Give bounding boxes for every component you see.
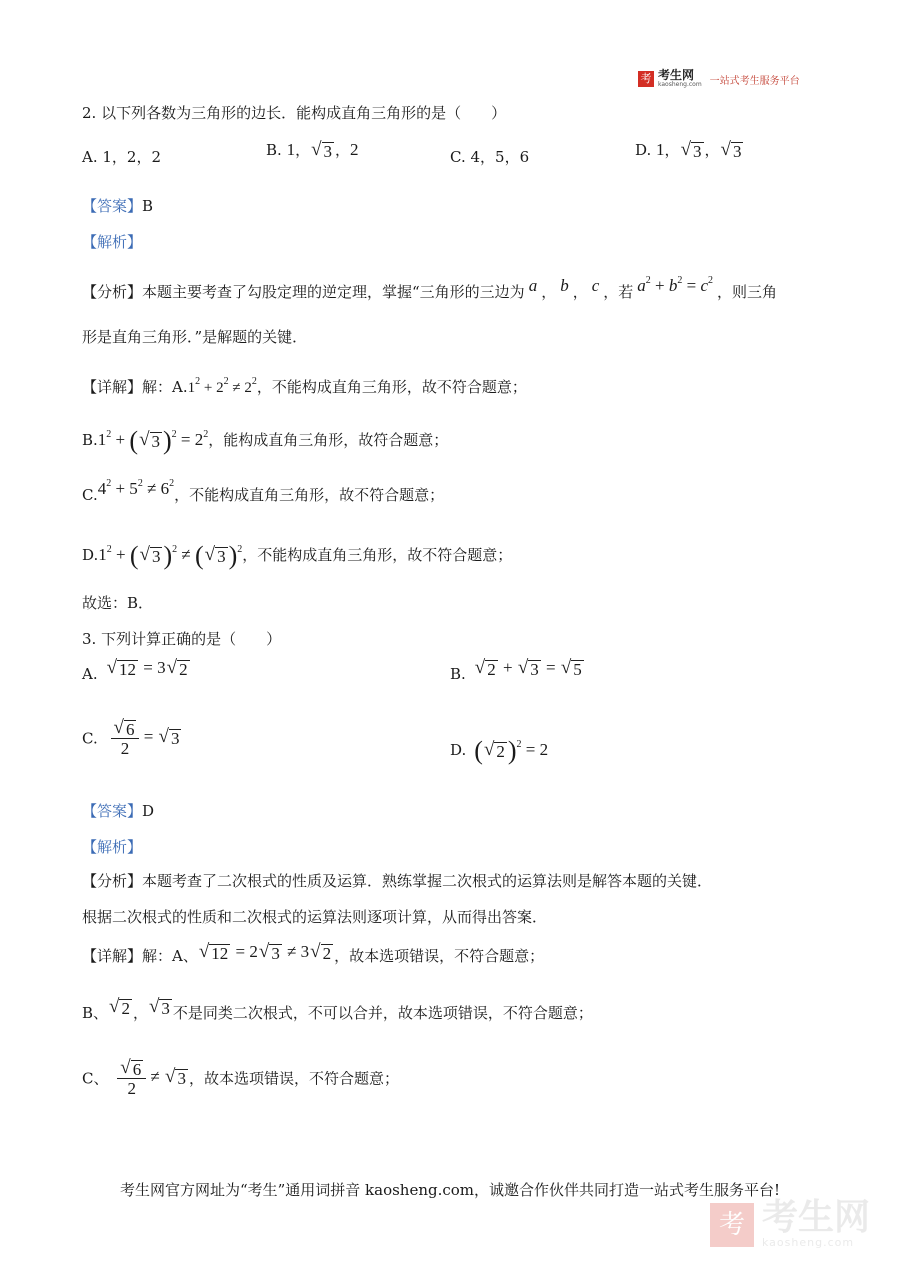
q3-option-c: C. √ 6 2 = √ 3 bbox=[82, 717, 180, 758]
q2-option-d: D. 1， √ 3 ， √ 3 bbox=[635, 139, 742, 161]
q3-xiangjie-a: 【详解】解：A、 √ 12 = 2 √ 3 ≠ 3 √ 2 ，故本选项错误，不符合题意； bbox=[82, 941, 545, 965]
q3-option-a: A. √ 12 = 3 √ 2 bbox=[82, 657, 188, 683]
watermark-url: kaosheng.com bbox=[762, 1236, 855, 1249]
logo-url: kaosheng.com bbox=[658, 81, 702, 88]
kaosheng-logo-icon: 考 bbox=[638, 71, 654, 87]
q3-analysis-tag: 【解析】 bbox=[82, 838, 143, 856]
q3-fenxi-line2: 根据二次根式的性质和二次根式的运算法则逐项计算，从而得出答案． bbox=[82, 908, 548, 926]
q3-fenxi-line1: 【分析】本题考查了二次根式的性质及运算．熟练掌握二次根式的运算法则是解答本题的关键． bbox=[82, 872, 713, 890]
q2-fenxi-line2: 形是直角三角形．”是解题的关键． bbox=[82, 328, 308, 346]
q2-option-a: A. 1，2，2 bbox=[82, 148, 161, 166]
q2-stem: 2. 以下列各数为三角形的边长．能构成直角三角形的是（ ） bbox=[82, 104, 507, 122]
q2-xiangjie-b: $B.1^2$ + ( √ 3 )$^2 = 2^2$，能构成直角三角形，故符合题意； bbox=[82, 426, 449, 455]
q3-stem: 3. 下列计算正确的是（ ） bbox=[82, 630, 282, 648]
q2-xiangjie-c: $C.4^2 + 5^2 \ne 6^2$，不能构成直角三角形，故不符合题意； bbox=[82, 478, 445, 504]
logo-slogan: 一站式考生服务平台 bbox=[709, 75, 800, 87]
q2-answer: 【答案】B bbox=[82, 197, 154, 215]
footer-text: 考生网官方网址为“考生”通用词拼音 kaosheng.com，诚邀合作伙伴共同打造一站式考生服务平台! bbox=[119, 1181, 781, 1199]
header-logo bbox=[638, 70, 800, 88]
q3-option-b: B. √ 2 + √ 3 = √ 5 bbox=[450, 657, 582, 683]
q3-xiangjie-c: C、 √ 6 2 ≠ √ 3 ，故本选项错误，不符合题意； bbox=[82, 1057, 399, 1098]
logo-name: 考生网 bbox=[658, 68, 695, 82]
q2-xiangjie-a: 【详解】解：$A.1^2 + 2^2 \ne 2^2$，不能构成直角三角形，故不符合题意； bbox=[82, 376, 527, 396]
watermark bbox=[710, 1197, 871, 1249]
watermark-name: 考生网 bbox=[762, 1197, 871, 1238]
q2-option-c: C. 4，5，6 bbox=[450, 148, 530, 166]
watermark-logo-icon: 考 bbox=[710, 1203, 754, 1247]
q3-option-d: D. ( √ 2 )$^2$ = 2 bbox=[450, 736, 549, 765]
q2-fenxi-line1: 【分析】本题主要考查了勾股定理的逆定理，掌握“三角形的三边为 a ， b ， c ，若 $a^2 + b^2 = c^2$，则三角 bbox=[82, 275, 778, 301]
q2-analysis-tag: 【解析】 bbox=[82, 233, 143, 251]
q3-answer: 【答案】D bbox=[82, 802, 155, 820]
q2-option-b: B. 1， √ 3 ，2 bbox=[266, 139, 359, 161]
q2-xiangjie-d: $D.1^2$ + ( √ 3 )$^2$ ≠ ( √ 3 )$^2$，不能构成直角三角形，故不符合题意； bbox=[82, 541, 513, 570]
q3-xiangjie-b: B、 √ 2 ， √ 3 不是同类二次根式，不可以合并，故本选项错误，不符合题意； bbox=[82, 996, 593, 1022]
q2-conclusion: 故选：B． bbox=[82, 594, 154, 612]
